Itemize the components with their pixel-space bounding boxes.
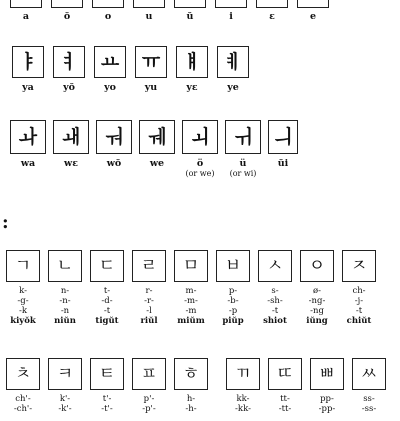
consonant-cell	[268, 358, 302, 414]
final-romanization: -k	[18, 306, 28, 316]
final-romanization: -t	[103, 306, 111, 316]
vowel-romanization: ye	[227, 82, 239, 93]
vowel-box	[256, 0, 288, 8]
initial-romanization: p'-	[143, 394, 155, 404]
hangul-glyph: ㅂ	[216, 250, 250, 282]
vowel-romanization: yŏ	[63, 82, 75, 93]
hangul-glyph: ㅍ	[132, 358, 166, 390]
consonant-cell	[310, 358, 344, 414]
vowel-row-basic	[10, 0, 329, 22]
hangul-glyph: ㄴ	[48, 250, 82, 282]
initial-romanization: ch-	[352, 286, 366, 296]
medial-romanization: -k'-	[58, 404, 72, 414]
initial-romanization: m-	[185, 286, 197, 296]
hangul-glyph: ㅘ	[10, 120, 46, 154]
vowel-romanization: yu	[144, 82, 158, 93]
vowel-romanization: ŭ	[186, 11, 194, 22]
vowel-row-w	[10, 120, 298, 179]
medial-romanization: -kk-	[235, 404, 251, 414]
vowel-romanization: ya	[22, 82, 34, 93]
initial-romanization: tt-	[280, 394, 290, 404]
hangul-glyph: ㅒ	[176, 46, 208, 78]
vowel-romanization: yɛ	[186, 82, 198, 93]
consonant-name: tigŭt	[95, 316, 119, 326]
consonant-cell	[258, 250, 292, 327]
vowel-cell	[51, 0, 83, 22]
vowel-cell	[92, 0, 124, 22]
initial-romanization: kk-	[236, 394, 250, 404]
consonant-cell	[216, 250, 250, 327]
hangul-glyph: ㅠ	[135, 46, 167, 78]
vowel-cell	[139, 120, 175, 179]
vowel-cell	[217, 46, 249, 93]
consonant-cell	[300, 250, 334, 327]
hangul-glyph: ㅅ	[258, 250, 292, 282]
consonant-cell	[174, 250, 208, 327]
final-romanization: -ng	[310, 306, 324, 316]
final-romanization: -t	[355, 306, 363, 316]
hangul-glyph: ㅁ	[174, 250, 208, 282]
hangul-glyph: ㄲ	[226, 358, 260, 390]
consonant-cell	[48, 250, 82, 327]
vowel-cell	[12, 46, 44, 93]
hangul-glyph: ㄹ	[132, 250, 166, 282]
initial-romanization: ø-	[313, 286, 321, 296]
consonant-name: chiŭt	[346, 316, 372, 326]
medial-romanization: -b-	[227, 296, 239, 306]
vowel-alt-romanization: (or we)	[185, 169, 215, 178]
consonant-name: piŭp	[222, 316, 244, 326]
vowel-cell	[176, 46, 208, 93]
vowel-box	[297, 0, 329, 8]
hangul-glyph: ㅃ	[310, 358, 344, 390]
consonant-name: kiyŏk	[10, 316, 36, 326]
vowel-cell	[53, 46, 85, 93]
vowel-alt-romanization: (or wi)	[229, 169, 257, 178]
vowel-cell	[174, 0, 206, 22]
vowel-romanization: ŏ	[63, 11, 71, 22]
vowel-romanization: wŏ	[106, 158, 122, 169]
hangul-glyph: ㅎ	[174, 358, 208, 390]
hangul-glyph: ㄱ	[6, 250, 40, 282]
medial-romanization: -n-	[59, 296, 71, 306]
vowel-cell	[256, 0, 288, 22]
vowel-romanization: we	[149, 158, 165, 169]
consonant-cell	[174, 358, 208, 414]
vowel-romanization: ŭi	[277, 158, 289, 169]
vowel-romanization: wa	[20, 158, 36, 169]
vowel-cell	[96, 120, 132, 179]
consonant-cell	[132, 250, 166, 327]
medial-romanization: -t'-	[101, 404, 113, 414]
initial-romanization: t'-	[102, 394, 112, 404]
initial-romanization: s-	[271, 286, 279, 296]
vowel-cell	[182, 120, 218, 179]
final-romanization: -n	[60, 306, 70, 316]
consonant-name: shiot	[263, 316, 287, 326]
vowel-cell	[297, 0, 329, 22]
initial-romanization: r-	[145, 286, 153, 296]
hangul-glyph: ㅖ	[217, 46, 249, 78]
medial-romanization: -ch'-	[13, 404, 33, 414]
consonant-row-aspirated-tense	[6, 358, 386, 414]
vowel-box	[51, 0, 83, 8]
final-romanization: -t	[271, 306, 279, 316]
initial-romanization: ch'-	[15, 394, 31, 404]
vowel-romanization: o	[104, 11, 112, 22]
vowel-romanization: ɛ	[269, 11, 275, 22]
vowel-cell	[133, 0, 165, 22]
hangul-glyph: ㅕ	[53, 46, 85, 78]
consonant-cell	[6, 250, 40, 327]
medial-romanization: -ng-	[308, 296, 326, 306]
consonant-cell	[132, 358, 166, 414]
initial-romanization: p-	[228, 286, 238, 296]
medial-romanization: -sh-	[267, 296, 283, 306]
vowel-cell	[215, 0, 247, 22]
hangul-glyph: ㅇ	[300, 250, 334, 282]
medial-romanization: -ss-	[361, 404, 377, 414]
vowel-box	[215, 0, 247, 8]
vowel-romanization: ö	[196, 158, 204, 169]
vowel-romanization: i	[229, 11, 233, 22]
hangul-glyph: ㅈ	[342, 250, 376, 282]
vowel-romanization: u	[145, 11, 153, 22]
vowel-cell	[94, 46, 126, 93]
vowel-cell	[10, 120, 46, 179]
medial-romanization: -h-	[185, 404, 197, 414]
final-romanization: -p	[228, 306, 238, 316]
initial-romanization: t-	[103, 286, 111, 296]
initial-romanization: h-	[186, 394, 196, 404]
consonant-cell	[90, 250, 124, 327]
final-romanization: -l	[146, 306, 152, 316]
initial-romanization: pp-	[320, 394, 334, 404]
vowel-romanization: wɛ	[64, 158, 78, 169]
hangul-glyph: ㅛ	[94, 46, 126, 78]
section-colon: :	[2, 212, 9, 233]
final-romanization: -m	[185, 306, 197, 316]
vowel-romanization: yo	[104, 82, 116, 93]
vowel-row-y	[12, 46, 249, 93]
hangul-glyph: ㄸ	[268, 358, 302, 390]
consonant-cell	[342, 250, 376, 327]
hangul-glyph: ㅑ	[12, 46, 44, 78]
consonant-cell	[226, 358, 260, 414]
consonant-cell	[6, 358, 40, 414]
hangul-glyph: ㅢ	[268, 120, 298, 154]
initial-romanization: n-	[60, 286, 70, 296]
medial-romanization: -pp-	[318, 404, 336, 414]
hangul-glyph: ㅌ	[90, 358, 124, 390]
consonant-row-basic	[6, 250, 376, 327]
hangul-glyph: ㄷ	[90, 250, 124, 282]
vowel-box	[92, 0, 124, 8]
vowel-box	[174, 0, 206, 8]
vowel-romanization: e	[309, 11, 317, 22]
hangul-glyph: ㅚ	[182, 120, 218, 154]
vowel-cell	[53, 120, 89, 179]
vowel-box	[133, 0, 165, 8]
vowel-romanization: a	[22, 11, 30, 22]
hangul-glyph: ㅟ	[225, 120, 261, 154]
medial-romanization: -r-	[144, 296, 154, 306]
vowel-cell	[10, 0, 42, 22]
consonant-name: miŭm	[177, 316, 205, 326]
consonant-cell	[90, 358, 124, 414]
consonant-name: riŭl	[140, 316, 158, 326]
vowel-cell	[268, 120, 298, 179]
initial-romanization: k-	[19, 286, 27, 296]
medial-romanization: -tt-	[278, 404, 292, 414]
hangul-glyph: ㅝ	[96, 120, 132, 154]
consonant-cell	[48, 358, 82, 414]
hangul-glyph: ㅙ	[53, 120, 89, 154]
medial-romanization: -g-	[17, 296, 29, 306]
medial-romanization: -j-	[354, 296, 364, 306]
hangul-glyph: ㅋ	[48, 358, 82, 390]
consonant-cell	[352, 358, 386, 414]
consonant-name: niŭn	[54, 316, 76, 326]
vowel-box	[10, 0, 42, 8]
medial-romanization: -p'-	[142, 404, 156, 414]
vowel-romanization: ü	[239, 158, 247, 169]
hangul-glyph: ㅊ	[6, 358, 40, 390]
vowel-cell	[225, 120, 261, 179]
hangul-glyph: ㅆ	[352, 358, 386, 390]
consonant-name: iŭng	[306, 316, 328, 326]
initial-romanization: k'-	[59, 394, 71, 404]
vowel-cell	[135, 46, 167, 93]
medial-romanization: -m-	[184, 296, 198, 306]
medial-romanization: -d-	[101, 296, 113, 306]
hangul-glyph: ㅞ	[139, 120, 175, 154]
initial-romanization: ss-	[363, 394, 375, 404]
